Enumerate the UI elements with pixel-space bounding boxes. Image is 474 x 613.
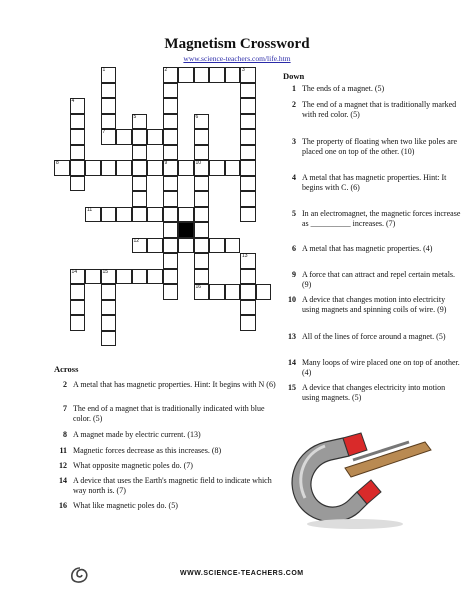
clue-number: 7 — [63, 404, 67, 413]
cell-number: 9 — [164, 160, 168, 166]
clue-text: The end of a magnet that is traditionally marked with red color. (5) — [302, 100, 457, 119]
clue-text: A metal that has magnetic properties. (4) — [302, 244, 433, 253]
shell-logo-icon — [70, 566, 90, 584]
grid-cell[interactable] — [101, 300, 117, 316]
grid-cell[interactable] — [70, 300, 86, 316]
grid-cell[interactable] — [132, 238, 148, 254]
cell-number: 5 — [133, 113, 137, 120]
clue-number: 15 — [288, 383, 296, 392]
cell-number: 14 — [71, 268, 78, 275]
grid-cell[interactable] — [116, 269, 132, 285]
clue-text: All of the lines of force around a magnet. (5) — [302, 332, 446, 341]
grid-cell[interactable] — [178, 67, 194, 83]
clue-text: A magnet made by electric current. (13) — [73, 430, 201, 439]
grid-cell[interactable] — [225, 67, 241, 83]
clue-number: 6 — [292, 244, 296, 253]
grid-cell[interactable] — [101, 160, 117, 176]
grid-cell[interactable] — [116, 129, 132, 145]
grid-cell[interactable] — [194, 114, 210, 130]
clue-text: A device that changes electricity into motion using magnets. (5) — [302, 383, 446, 402]
grid-cell[interactable] — [70, 284, 86, 300]
clue-text: Magnetic forces decrease as this increases. (8) — [73, 446, 222, 455]
grid-cell[interactable] — [163, 284, 179, 300]
grid-cell[interactable] — [101, 207, 117, 223]
grid-cell[interactable] — [240, 207, 256, 223]
across-clue — [54, 404, 276, 424]
grid-cell[interactable] — [54, 160, 70, 176]
clue-number: 14 — [59, 476, 67, 485]
grid-cell[interactable] — [85, 207, 101, 223]
grid-cell[interactable] — [178, 238, 194, 254]
down-clue — [283, 84, 461, 94]
down-clue — [283, 209, 461, 229]
cell-number: 8 — [56, 160, 59, 166]
grid-cell[interactable] — [240, 129, 256, 145]
clue-number: 8 — [63, 430, 67, 439]
grid-cell[interactable] — [101, 129, 117, 145]
grid-cell[interactable] — [132, 114, 148, 130]
grid-cell[interactable] — [240, 98, 256, 114]
grid-cell[interactable] — [101, 114, 117, 130]
across-clue — [54, 476, 276, 496]
grid-cell[interactable] — [163, 253, 179, 269]
grid-cell[interactable] — [240, 176, 256, 192]
down-clue — [283, 383, 461, 403]
grid-cell[interactable] — [209, 238, 225, 254]
grid-cell[interactable] — [225, 238, 241, 254]
across-clue — [54, 501, 276, 511]
down-clue — [283, 295, 461, 315]
clue-text: A force that can attract and repel certain metals. (9) — [302, 270, 456, 289]
clue-text: A device that uses the Earth's magnetic field to indicate which way north is. (7) — [73, 476, 272, 495]
clue-number: 12 — [59, 461, 67, 470]
grid-cell[interactable] — [147, 238, 163, 254]
grid-cell[interactable] — [194, 160, 210, 176]
grid-cell[interactable] — [132, 129, 148, 145]
clue-text: The end of a magnet that is traditionally indicated with blue color. (5) — [73, 404, 265, 423]
grid-cell[interactable] — [194, 129, 210, 145]
grid-cell[interactable] — [240, 83, 256, 99]
grid-cell[interactable] — [240, 114, 256, 130]
grid-cell[interactable] — [70, 114, 86, 130]
grid-cell[interactable] — [194, 191, 210, 207]
cell-number: 4 — [71, 98, 75, 104]
grid-cell[interactable] — [70, 176, 86, 192]
horseshoe-magnet-illustration — [285, 420, 435, 530]
grid-cell[interactable] — [194, 207, 210, 223]
grid-cell[interactable] — [101, 284, 117, 300]
clue-text: What opposite magnetic poles do. (7) — [73, 461, 193, 470]
clue-text: The property of floating when two like poles are placed one on top of the other. (10) — [302, 137, 458, 156]
grid-cell[interactable] — [132, 207, 148, 223]
across-clue — [54, 446, 276, 456]
cell-number: 16 — [195, 284, 202, 290]
cell-number: 15 — [102, 268, 109, 275]
grid-cell[interactable] — [70, 315, 86, 331]
grid-cell[interactable] — [116, 207, 132, 223]
clue-text: A metal that has magnetic properties. Hint: It begins with C. (6) — [302, 173, 447, 192]
clue-number: 3 — [292, 137, 296, 146]
grid-cell[interactable] — [194, 253, 210, 269]
grid-cell[interactable] — [132, 191, 148, 207]
down-heading: Down — [283, 71, 305, 81]
grid-cell[interactable] — [132, 176, 148, 192]
grid-cell[interactable] — [240, 191, 256, 207]
across-clue — [54, 430, 276, 440]
grid-cell[interactable] — [132, 145, 148, 161]
grid-cell[interactable] — [194, 238, 210, 254]
cell-number: 7 — [102, 129, 106, 135]
clue-number: 10 — [288, 295, 296, 304]
clue-text: A metal that has magnetic properties. Hint: It begins with N (6) — [73, 380, 276, 389]
down-clue — [283, 173, 461, 193]
clue-number: 9 — [292, 270, 296, 279]
grid-cell[interactable] — [163, 129, 179, 145]
grid-cell[interactable] — [101, 315, 117, 331]
grid-cell[interactable] — [240, 284, 256, 300]
grid-cell[interactable] — [163, 176, 179, 192]
grid-cell[interactable] — [163, 238, 179, 254]
grid-cell[interactable] — [147, 207, 163, 223]
grid-cell[interactable] — [132, 269, 148, 285]
down-clue — [283, 244, 461, 254]
down-clue — [283, 270, 461, 290]
across-clue — [54, 461, 276, 471]
grid-cell[interactable] — [240, 160, 256, 176]
grid-cell[interactable] — [225, 160, 241, 176]
down-clue — [283, 332, 461, 342]
cell-number: 1 — [102, 67, 106, 73]
grid-cell[interactable] — [85, 269, 101, 285]
clue-text: What like magnetic poles do. (5) — [73, 501, 178, 510]
grid-cell[interactable] — [101, 83, 117, 99]
grid-cell[interactable] — [178, 160, 194, 176]
page-title: Magnetism Crossword — [164, 36, 310, 52]
grid-cell[interactable] — [240, 67, 256, 83]
grid-cell[interactable] — [240, 315, 256, 331]
grid-cell[interactable] — [163, 98, 179, 114]
cell-number: 3 — [242, 67, 245, 73]
source-link[interactable]: www.science-teachers.com/life.htm — [183, 54, 291, 63]
grid-cell[interactable] — [163, 67, 179, 83]
cell-number: 6 — [195, 113, 199, 120]
grid-cell[interactable] — [240, 269, 256, 285]
clue-number: 11 — [59, 446, 67, 455]
clue-number: 2 — [292, 100, 296, 109]
grid-cell[interactable] — [163, 191, 179, 207]
grid-cell[interactable] — [209, 284, 225, 300]
grid-cell[interactable] — [147, 269, 163, 285]
grid-cell[interactable] — [209, 160, 225, 176]
clue-number: 4 — [292, 173, 296, 182]
down-clue — [283, 137, 461, 157]
grid-cell[interactable] — [70, 145, 86, 161]
grid-cell[interactable] — [163, 269, 179, 285]
grid-cell[interactable] — [147, 160, 163, 176]
clue-number: 13 — [288, 332, 296, 341]
grid-cell-blocked — [178, 222, 194, 238]
grid-cell[interactable] — [163, 222, 179, 238]
grid-cell[interactable] — [163, 83, 179, 99]
grid-cell[interactable] — [163, 114, 179, 130]
cell-number: 2 — [164, 67, 168, 73]
across-clue — [54, 380, 276, 390]
cell-number: 13 — [242, 253, 248, 259]
grid-cell[interactable] — [194, 145, 210, 161]
grid-cell[interactable] — [70, 160, 86, 176]
grid-cell[interactable] — [163, 160, 179, 176]
grid-cell[interactable] — [85, 160, 101, 176]
grid-cell[interactable] — [225, 284, 241, 300]
clue-number: 1 — [292, 84, 296, 93]
grid-cell[interactable] — [240, 145, 256, 161]
grid-cell[interactable] — [194, 176, 210, 192]
down-clue — [283, 100, 461, 120]
grid-cell[interactable] — [101, 269, 117, 285]
grid-cell[interactable] — [132, 160, 148, 176]
grid-cell[interactable] — [101, 331, 117, 347]
grid-cell[interactable] — [147, 129, 163, 145]
grid-cell[interactable] — [194, 67, 210, 83]
clue-text: Many loops of wire placed one on top of another. (4) — [302, 358, 460, 377]
grid-cell[interactable] — [194, 222, 210, 238]
grid-cell[interactable] — [70, 269, 86, 285]
grid-cell[interactable] — [163, 145, 179, 161]
across-heading: Across — [54, 364, 79, 374]
grid-cell[interactable] — [70, 129, 86, 145]
cell-number: 11 — [87, 206, 93, 213]
clue-text: A device that changes motion into electricity using magnets and spinning coils of wire. (9) — [302, 295, 447, 314]
grid-cell[interactable] — [194, 269, 210, 285]
grid-cell[interactable] — [240, 300, 256, 316]
cell-number: 12 — [133, 237, 140, 244]
grid-cell[interactable] — [178, 207, 194, 223]
clue-number: 5 — [292, 209, 296, 218]
clue-text: The ends of a magnet. (5) — [302, 84, 385, 93]
clue-number: 16 — [59, 501, 67, 510]
grid-cell[interactable] — [163, 207, 179, 223]
grid-cell[interactable] — [70, 98, 86, 114]
cell-number: 10 — [195, 160, 202, 166]
grid-cell[interactable] — [101, 67, 117, 83]
clue-number: 14 — [288, 358, 296, 367]
grid-cell[interactable] — [116, 160, 132, 176]
clue-text: In an electromagnet, the magnetic forces increase as __________ increases. (7) — [302, 209, 461, 228]
grid-cell[interactable] — [256, 284, 272, 300]
footer-url[interactable]: WWW.SCIENCE-TEACHERS.COM — [180, 570, 304, 577]
down-clue — [283, 358, 461, 378]
grid-cell[interactable] — [101, 98, 117, 114]
clue-number: 2 — [63, 380, 67, 389]
grid-cell[interactable] — [240, 253, 256, 269]
grid-cell[interactable] — [209, 67, 225, 83]
grid-cell[interactable] — [194, 284, 210, 300]
